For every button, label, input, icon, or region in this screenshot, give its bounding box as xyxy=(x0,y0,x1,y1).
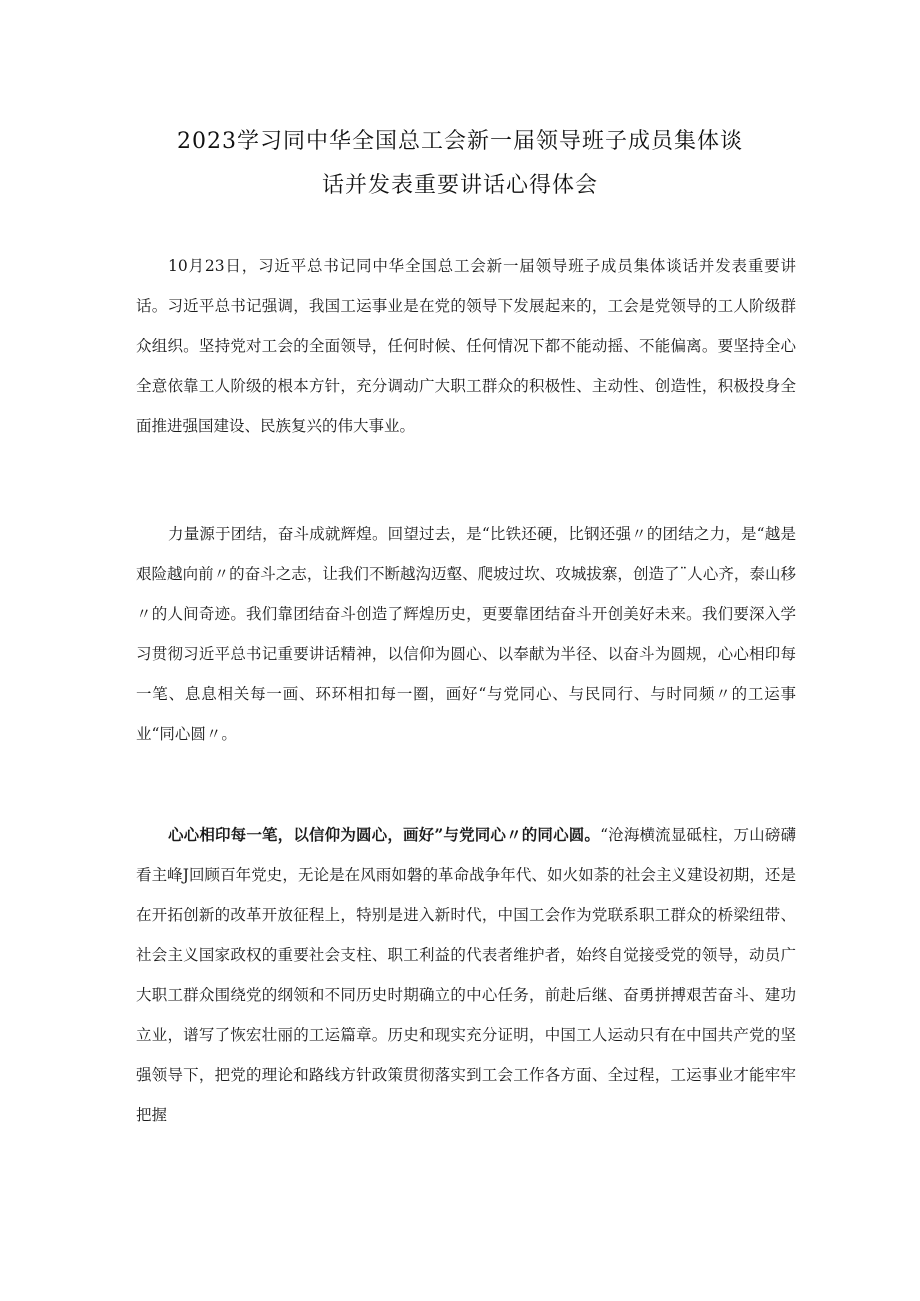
paragraph-3-rest: “沧海横流显砥柱，万山磅礴看主峰J回顾百年党史，无论是在风雨如磐的革命战争年代、如火如荼的社会主义建设初期，还是在开拓创新的改革开放征程上，特别是进入新时代，中国工会作为党联系职工群众的桥梁纽带、社会主义国家政权的重要社会支柱、职工利益的代表者维护者，始终自觉接受党的领导，动员广大职工群众围绕党的纲领和不同历史时期确立的中心任务，前赴后继、奋勇拼搏艰苦奋斗、建功立业，谱写了恢宏壮丽的工运篇章。历史和现实充分证明，中国工人运动只有在中国共产党的坚强领导下，把党的理论和路线方针政策贯彻落实到工会工作各方面、全过程，工运事业才能牢牢把握 xyxy=(136,826,796,1124)
document-title xyxy=(120,120,800,208)
paragraph-1: 10月23日，习近平总书记同中华全国总工会新一届领导班子成员集体谈话并发表重要讲话。习近平总书记强调，我国工运事业是在党的领导下发展起来的，工会是党领导的工人阶级群众组织。坚持党对工会的全面领导，任何时候、任何情况下都不能动摇、不能偏离。要坚持全心全意依靠工人阶级的根本方针，充分调动广大职工群众的积极性、主动性、创造性，积极投身全面推进强国建设、民族复兴的伟大事业。 xyxy=(136,257,796,435)
title-line-2: 话并发表重要讲话心得体会 xyxy=(321,173,598,198)
title-line-1: 2023学习同中华全国总工会新一届领导班子成员集体谈 xyxy=(177,129,743,154)
paragraph-2: 力量源于团结，奋斗成就辉煌。回望过去，是“比铁还硬，比钢还强〃的团结之力，是“越是艰险越向前〃的奋斗之志，让我们不断越沟迈壑、爬坡过坎、攻城拔寨，创造了¨人心齐，泰山移〃的人间奇迹。我们靠团结奋斗创造了辉煌历史，更要靠团结奋斗开创美好未来。我们要深入学习贯彻习近平总书记重要讲话精神，以信仰为圆心、以奉献为半径、以奋斗为圆规，心心相印每一笔、息息相关每一画、环环相扣每一圈，画好“与党同心、与民同行、与时同频〃的工运事业“同心圆〃。 xyxy=(136,525,796,743)
paragraph-3-lead: 心心相印每一笔，以信仰为圆心，画好”与党同心〃的同心圆。 xyxy=(168,825,601,844)
paragraph-3 xyxy=(136,815,796,1135)
